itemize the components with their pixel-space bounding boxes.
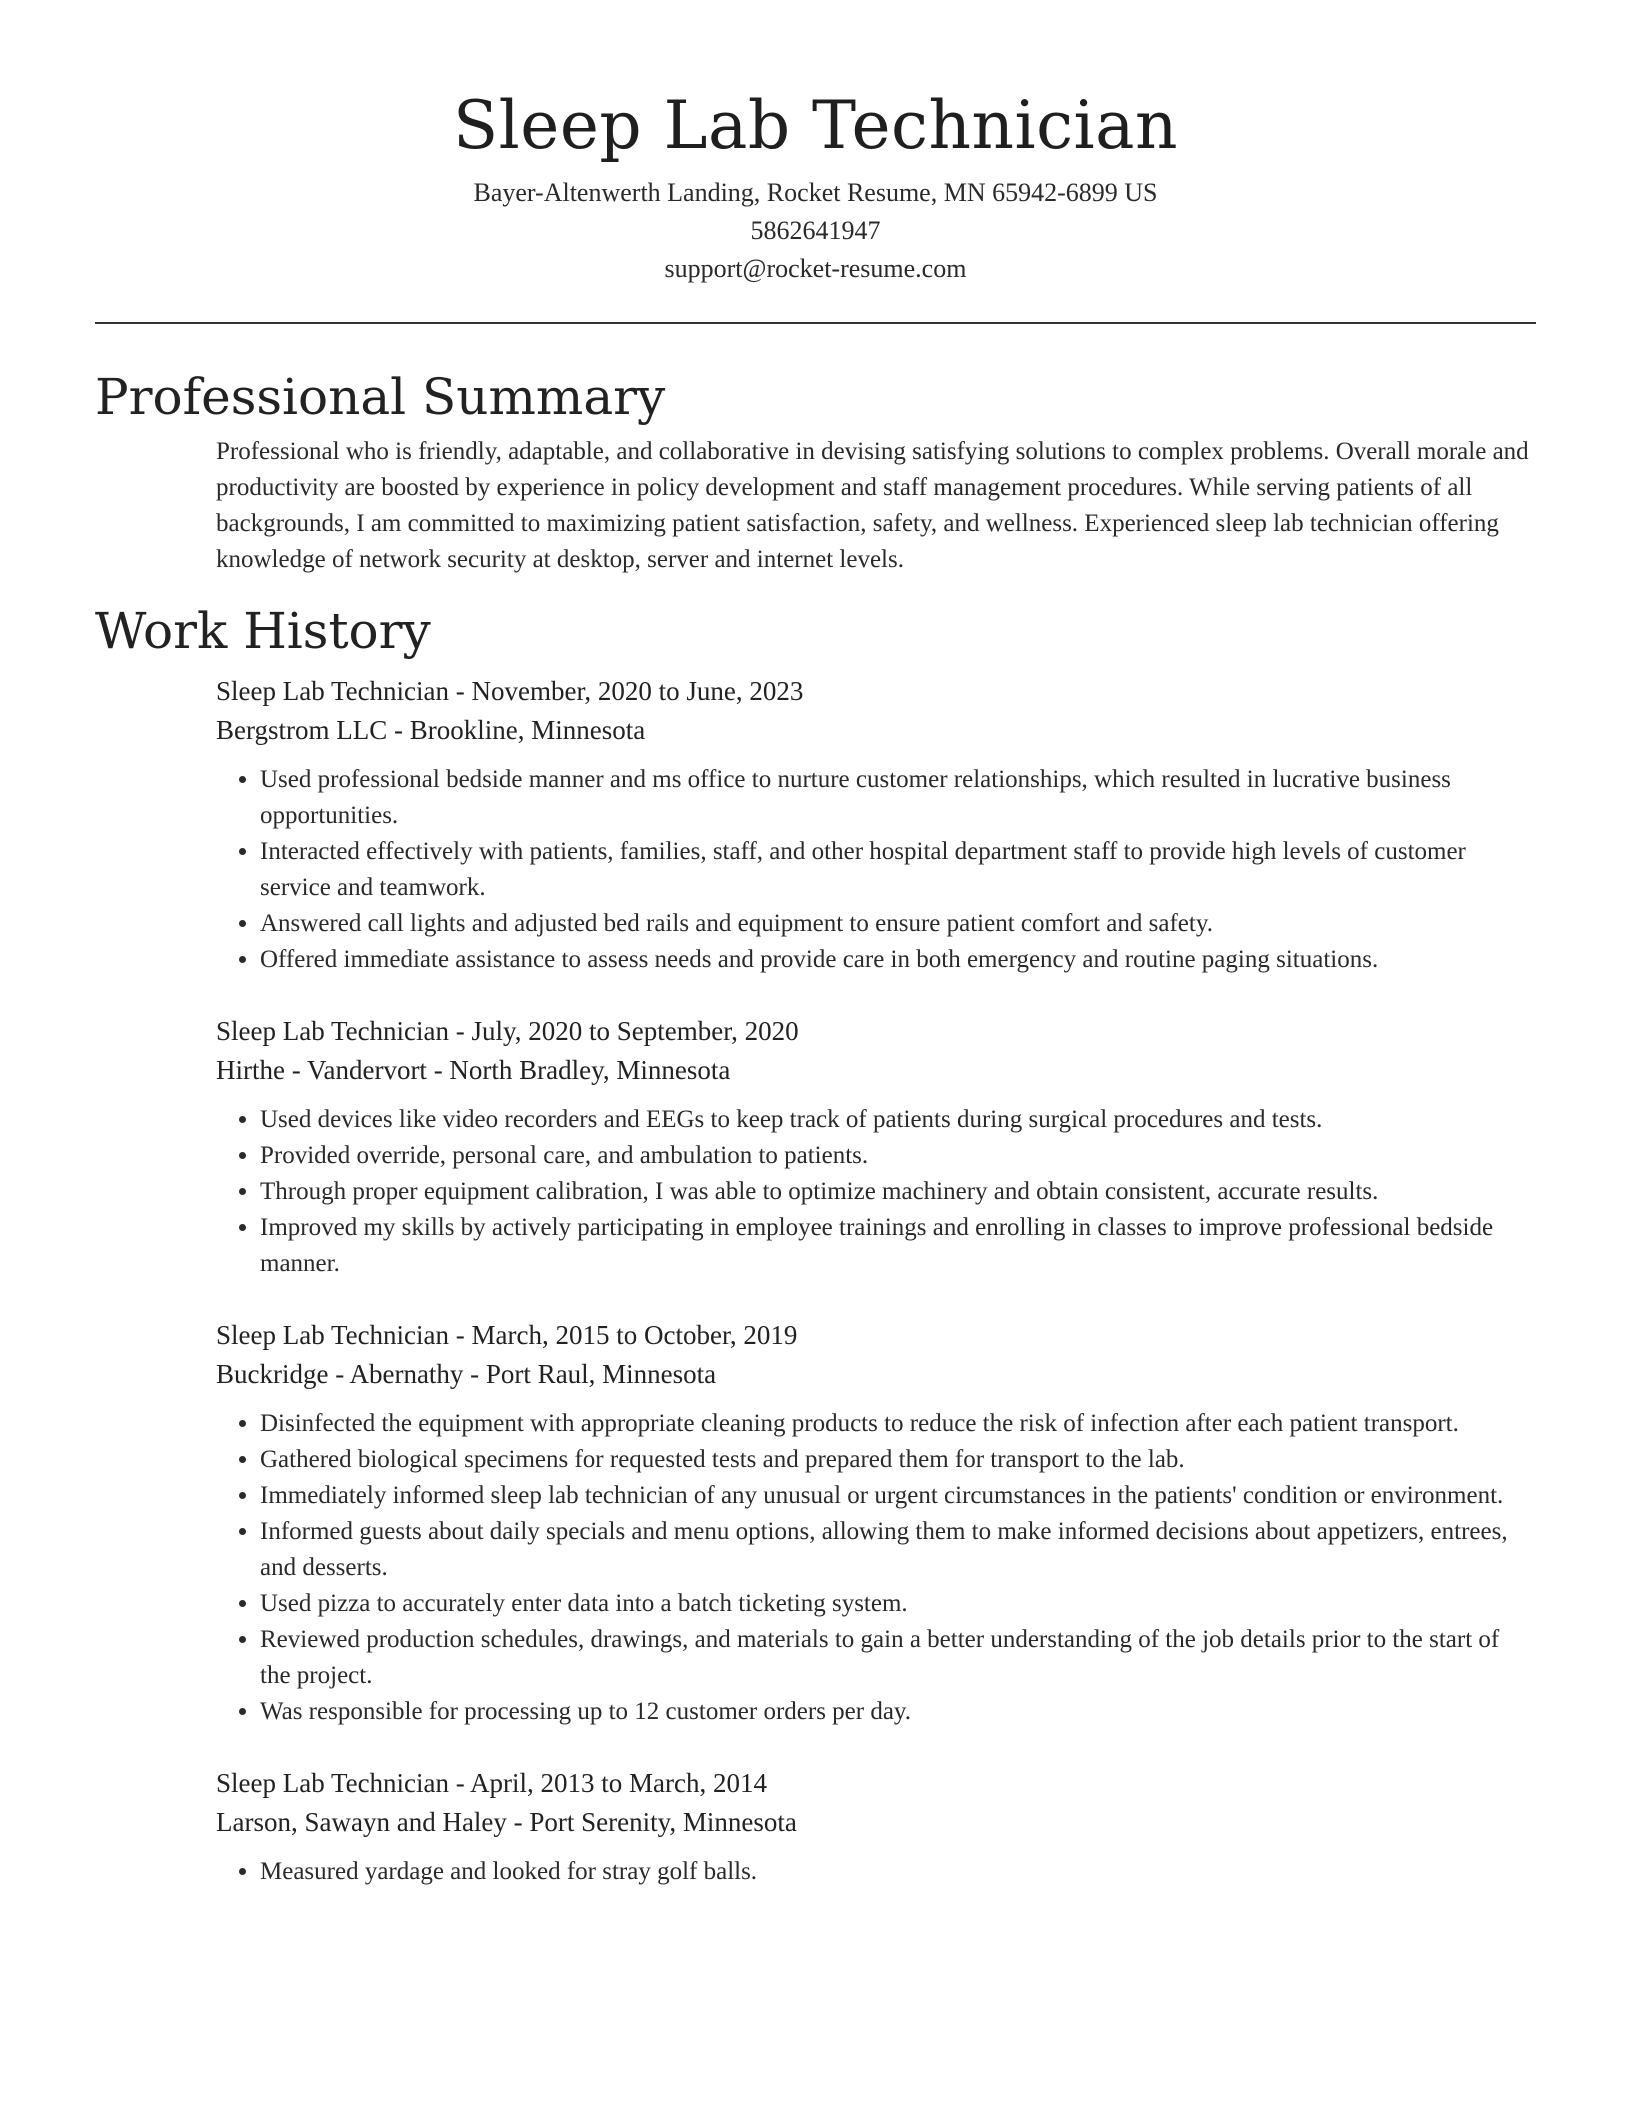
job-company-line: Hirthe - Vandervort - North Bradley, Minnesota (216, 1055, 731, 1085)
job-bullet: • Gathered biological specimens for requested tests and prepared them for transport to the lab. (260, 1442, 1536, 1478)
job-bullet: • Offered immediate assistance to assess needs and provide care in both emergency and routine paging situations. (260, 942, 1536, 978)
job-bullet: • Measured yardage and looked for stray golf balls. (260, 1854, 1536, 1890)
job-bullet: • Used pizza to accurately enter data into a batch ticketing system. (260, 1586, 1536, 1622)
contact-block (95, 174, 1536, 288)
job-bullet: • Answered call lights and adjusted bed rails and equipment to ensure patient comfort and safety. (260, 906, 1536, 942)
job-bullet: • Improved my skills by actively participating in employee trainings and enrolling in classes to improve professional bedside manner. (260, 1210, 1536, 1282)
job-bullets (216, 1406, 1536, 1730)
job-bullets (216, 762, 1536, 978)
job-role-line: Sleep Lab Technician - November, 2020 to June, 2023 (216, 676, 804, 706)
job-entry (216, 1012, 1536, 1282)
job-bullet: • Immediately informed sleep lab technician of any unusual or urgent circumstances in the patients' condition or environment. (260, 1478, 1536, 1514)
resume-header (95, 0, 1536, 288)
job-role-line: Sleep Lab Technician - March, 2015 to October, 2019 (216, 1320, 798, 1350)
job-bullet: • Provided override, personal care, and ambulation to patients. (260, 1138, 1536, 1174)
job-company-line: Buckridge - Abernathy - Port Raul, Minnesota (216, 1359, 717, 1389)
summary-heading: Professional Summary (95, 368, 666, 426)
header-divider (95, 322, 1536, 324)
job-role-line: Sleep Lab Technician - July, 2020 to September, 2020 (216, 1016, 799, 1046)
job-bullets (216, 1102, 1536, 1282)
job-entry (216, 1316, 1536, 1730)
candidate-name: Sleep Lab Technician (452, 87, 1179, 164)
job-bullet: • Used devices like video recorders and EEGs to keep track of patients during surgical procedures and tests. (260, 1102, 1536, 1138)
job-role-line: Sleep Lab Technician - April, 2013 to March, 2014 (216, 1768, 767, 1798)
job-bullets (216, 1854, 1536, 1890)
job-bullet: • Disinfected the equipment with appropriate cleaning products to reduce the risk of infection after each patient transport. (260, 1406, 1536, 1442)
address-line: Bayer-Altenwerth Landing, Rocket Resume, MN 65942-6899 US (473, 178, 1158, 207)
resume-page (95, 0, 1536, 1890)
work-history-heading: Work History (95, 602, 431, 660)
job-entry (216, 1764, 1536, 1890)
job-bullet: • Reviewed production schedules, drawings, and materials to gain a better understanding of the job details prior to the start of the project. (260, 1622, 1536, 1694)
job-entry (216, 672, 1536, 978)
job-bullet: • Was responsible for processing up to 12 customer orders per day. (260, 1694, 1536, 1730)
email-line: support@rocket-resume.com (664, 254, 967, 283)
job-bullet: • Informed guests about daily specials and menu options, allowing them to make informed decisions about appetizers, entrees, and desserts. (260, 1514, 1536, 1586)
job-bullet: • Through proper equipment calibration, I was able to optimize machinery and obtain consistent, accurate results. (260, 1174, 1536, 1210)
job-bullet: • Used professional bedside manner and ms office to nurture customer relationships, which resulted in lucrative business opportunities. (260, 762, 1536, 834)
job-bullet: • Interacted effectively with patients, families, staff, and other hospital department staff to provide high levels of customer service and teamwork. (260, 834, 1536, 906)
job-company-line: Bergstrom LLC - Brookline, Minnesota (216, 715, 646, 745)
phone-line: 5862641947 (750, 216, 881, 245)
job-company-line: Larson, Sawayn and Haley - Port Serenity, Minnesota (216, 1807, 797, 1837)
summary-text: Professional who is friendly, adaptable, and collaborative in devising satisfying solutions to complex problems. Overall morale and productivity are boosted by experience in policy development and staff management procedures. While serving patients of all backgrounds, I am committed to maximizing patient satisfaction, safety, and wellness. Experienced sleep lab technician offering knowledge of network security at desktop, server and internet levels. (216, 438, 1529, 573)
